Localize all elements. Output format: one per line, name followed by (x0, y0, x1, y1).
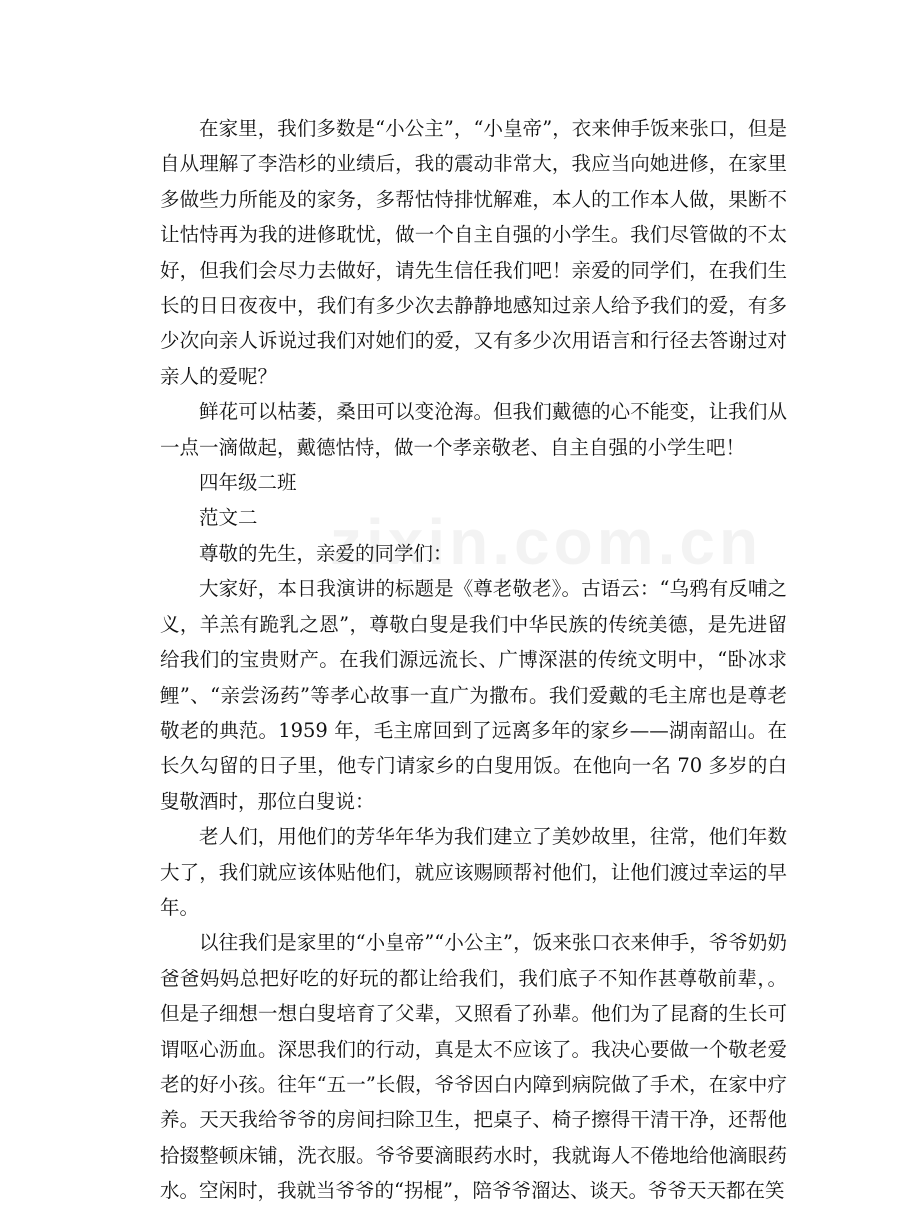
salutation: 尊敬的先生，亲爱的同学们： (199, 541, 453, 565)
class-signature: 四年级二班 (199, 471, 297, 495)
section-heading: 范文二 (199, 506, 258, 530)
document-body (160, 111, 787, 1209)
paragraph-1: 在家里，我们多数是“小公主”，“小皇帝”，衣来伸手饭来张口，但是自从理解了李浩杉的业绩后，我的震动非常大，我应当向她进修，在家里多做些力所能及的家务，多帮怙恃排忧解难，本人的工作本人做，果断不让怙恃再为我的进修耽忧，做一个自主自强的小学生。我们尽管做的不太好，但我们会尽力去做好，请先生信任我们吧！亲爱的同学们，在我们生长的日日夜夜中，我们有多少次去静静地感知过亲人给予我们的爱，有多少次向亲人诉说过我们对她们的爱，又有多少次用语言和行径去答谢过对亲人的爱呢？ (160, 117, 787, 388)
paragraph-2: 鲜花可以枯萎，桑田可以变沧海。但我们戴德的心不能变，让我们从一点一滴做起，戴德怙恃，做一个孝亲敬老、自主自强的小学生吧！ (160, 400, 787, 459)
paragraph-3: 大家好，本日我演讲的标题是《尊老敬老》。古语云：“乌鸦有反哺之义，羊羔有跪乳之恩”，尊敬白叟是我们中华民族的传统美德，是先进留给我们的宝贵财产。在我们源远流长、广博深湛的传统文明中，“卧冰求鲤”、“亲尝汤药”等孝心故事一直广为撒布。我们爱戴的毛主席也是尊老敬老的典范。1959 年，毛主席回到了远离多年的家乡——湖南韶山。在长久勾留的日子里，他专门请家乡的白叟用饭。在他向一名 70 多岁的白叟敬酒时，那位白叟说： (160, 577, 787, 813)
paragraph-4: 老人们，用他们的芳华年华为我们建立了美妙故里，往常，他们年数大了，我们就应该体贴他们，就应该赐顾帮衬他们，让他们渡过幸运的早年。 (160, 825, 787, 919)
paragraph-5: 以往我们是家里的“小皇帝”“小公主”，饭来张口衣来伸手，爷爷奶奶爸爸妈妈总把好吃的好玩的都让给我们，我们底子不知作甚尊敬前辈，。但是子细想一想白叟培育了父辈，又照看了孙辈。他们为了昆裔的生长可谓呕心沥血。深思我们的行动，真是太不应该了。我决心要做一个敬老爱老的好小孩。往年“五一”长假，爷爷因白内障到病院做了手术，在家中疗养。天天我给爷爷的房间扫除卫生，把桌子、椅子擦得干清干净，还帮他拾掇整顿床铺，洗衣服。爷爷要滴眼药水时，我就诲人不倦地给他滴眼药水。空闲时，我就当爷爷的“拐棍”，陪爷爷溜达、谈天。爷爷天天都在笑 (160, 931, 787, 1203)
